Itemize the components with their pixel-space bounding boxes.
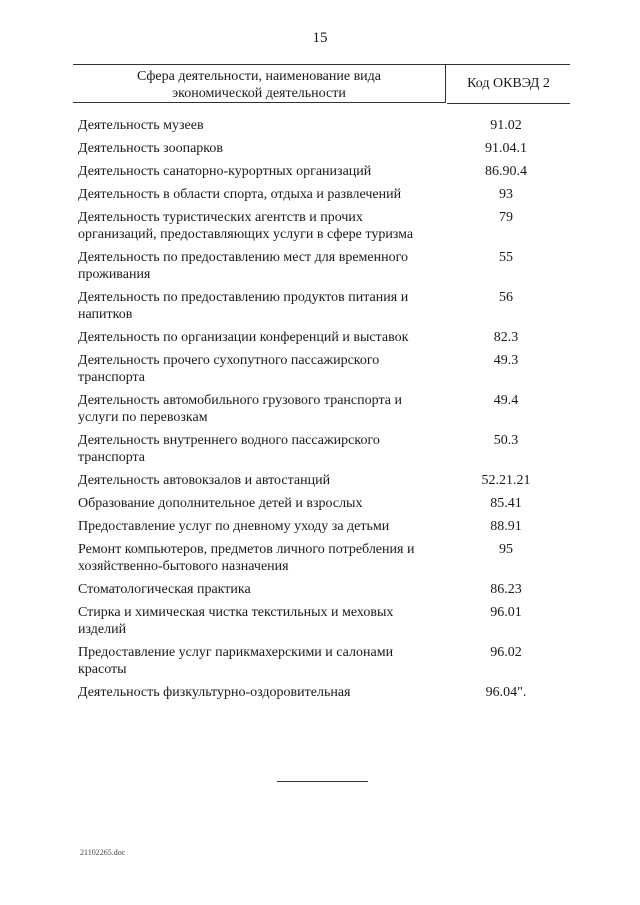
activity-name: Деятельность по организации конференций и выставок xyxy=(78,330,409,345)
table-row xyxy=(78,163,568,180)
table-row xyxy=(78,140,568,157)
activity-name: Деятельность зоопарков xyxy=(78,141,223,156)
activity-name: Деятельность по предоставлению продуктов питания и напитков xyxy=(78,290,409,322)
header-activity-name xyxy=(73,65,446,103)
table-header xyxy=(73,64,570,107)
table-row xyxy=(78,117,568,134)
header-okved-code: Код ОКВЭД 2 xyxy=(467,76,550,91)
okved-code: 95 xyxy=(499,542,513,557)
okved-code: 91.02 xyxy=(490,118,522,133)
okved-code: 50.3 xyxy=(493,433,519,448)
activity-name: Деятельность по предоставлению мест для временного проживания xyxy=(78,250,408,282)
header-activity-name-line2: экономической деятельности xyxy=(172,86,346,101)
okved-code: 49.4 xyxy=(493,393,519,408)
table-row xyxy=(78,432,568,466)
table-row xyxy=(78,352,568,386)
header-code-underline xyxy=(447,103,570,104)
okved-code: 79 xyxy=(499,210,513,225)
activity-name: Предоставление услуг по дневному уходу за детьми xyxy=(78,519,390,534)
activity-name: Предоставление услуг парикмахерскими и салонами красоты xyxy=(78,645,394,677)
activity-table-body xyxy=(78,117,568,707)
okved-code: 91.04.1 xyxy=(485,141,527,156)
activity-name: Стирка и химическая чистка текстильных и меховых изделий xyxy=(78,605,394,637)
okved-code: 86.90.4 xyxy=(485,164,527,179)
okved-code: 55 xyxy=(499,250,513,265)
header-activity-name-line1: Сфера деятельности, наименование вида xyxy=(136,69,382,84)
okved-code: 56 xyxy=(499,290,513,305)
okved-code: 96.01 xyxy=(490,605,522,620)
activity-name: Ремонт компьютеров, предметов личного потребления и хозяйственно-бытового назначения xyxy=(78,542,415,574)
okved-code: 85.41 xyxy=(490,496,522,511)
table-row xyxy=(78,249,568,283)
okved-code: 82.3 xyxy=(493,330,519,345)
table-row xyxy=(78,518,568,535)
activity-name: Деятельность прочего сухопутного пассажирского транспорта xyxy=(78,353,380,385)
okved-code: 86.23 xyxy=(490,582,522,597)
okved-code: 52.21.21 xyxy=(481,473,531,488)
table-row xyxy=(78,209,568,243)
table-row xyxy=(78,541,568,575)
activity-name: Деятельность в области спорта, отдыха и развлечений xyxy=(78,187,402,202)
okved-code: 96.04". xyxy=(485,685,527,700)
end-of-document-line xyxy=(277,781,368,782)
activity-name: Деятельность внутреннего водного пассажирского транспорта xyxy=(78,433,380,465)
table-row xyxy=(78,644,568,678)
table-row xyxy=(78,495,568,512)
activity-name: Деятельность физкультурно-оздоровительная xyxy=(78,685,351,700)
table-row xyxy=(78,392,568,426)
activity-name: Деятельность автовокзалов и автостанций xyxy=(78,473,331,488)
table-row xyxy=(78,604,568,638)
activity-name: Деятельность туристических агентств и прочих организаций, предоставляющих услуги в сфере туризма xyxy=(78,210,414,242)
okved-code: 93 xyxy=(499,187,513,202)
activity-name: Деятельность автомобильного грузового транспорта и услуги по перевозкам xyxy=(78,393,402,425)
okved-code: 49.3 xyxy=(493,353,519,368)
activity-name: Деятельность музеев xyxy=(78,118,204,133)
okved-code: 88.91 xyxy=(490,519,522,534)
table-row xyxy=(78,329,568,346)
activity-name: Образование дополнительное детей и взрослых xyxy=(78,496,363,511)
table-row xyxy=(78,186,568,203)
footer-file-name: 21102265.doc xyxy=(80,848,126,857)
page-number: 15 xyxy=(312,30,328,46)
table-row xyxy=(78,684,568,701)
table-row xyxy=(78,289,568,323)
table-row xyxy=(78,581,568,598)
activity-name: Деятельность санаторно-курортных организаций xyxy=(78,164,372,179)
okved-code: 96.02 xyxy=(490,645,522,660)
table-row xyxy=(78,472,568,489)
activity-name: Стоматологическая практика xyxy=(78,582,251,597)
